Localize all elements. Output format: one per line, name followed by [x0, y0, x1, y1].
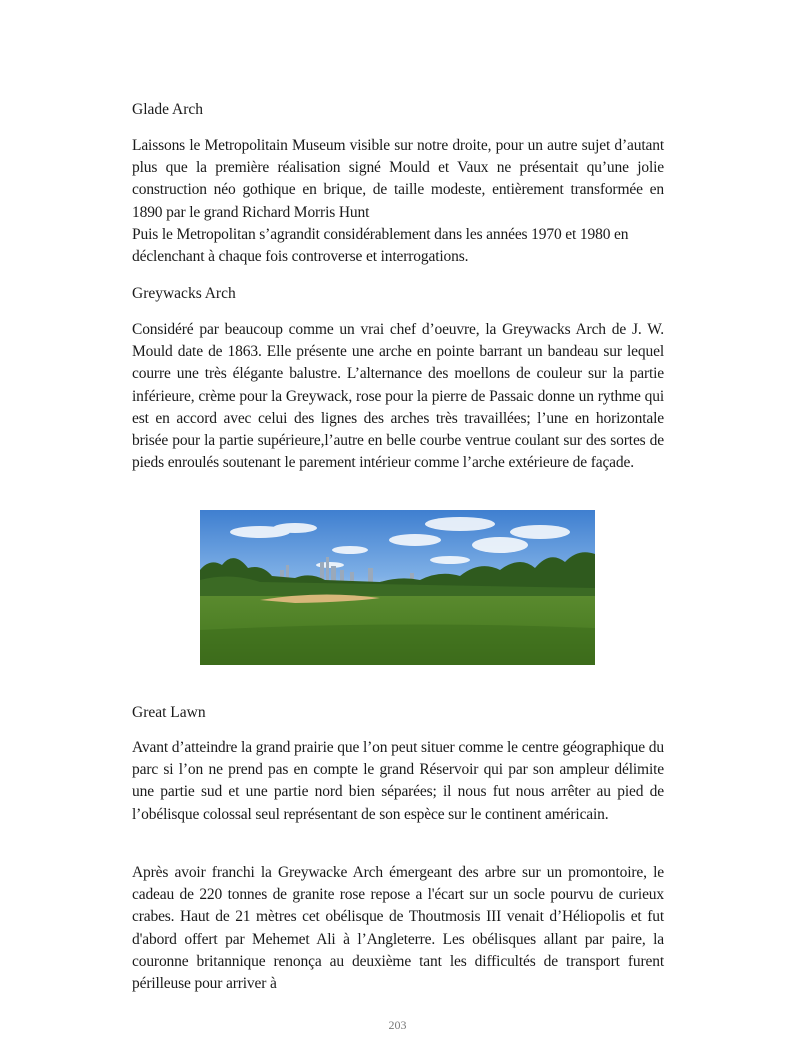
paragraph-glade-arch-2: Puis le Metropolitan s’agrandit considérablement dans les années 1970 et 1980 en déclenchant à chaque fois controverse et interrogations. — [132, 226, 629, 266]
paragraph-great-lawn-1: Avant d’atteindre la grand prairie que l’on peut situer comme le centre géographique du parc si l’on ne prend pas en compte le grand Réservoir qui par son ampleur délimite une partie sud et une partie nord bien séparées; il nous fut nous arrêter au pied de l’obélisque colossal seul représentant de son espèce sur le continent américain. — [132, 739, 664, 823]
paragraph-greywacks-arch: Considéré par beaucoup comme un vrai chef d’oeuvre, la Greywacks Arch de J. W. Mould date de 1863. Elle présente une arche en pointe barrant un bandeau sur lequel courre une très élégante balustre. L’alternance des moellons de couleur sur la partie inférieure, crème pour la Greywack, rose pour la pierre de Passaic donne un rythme qui est en accord avec celui des lignes des arches très travaillées; l’une en horizontale brisée pour la partie supérieure,l’autre en belle courbe ventrue coulant sur des sortes de pieds enroulés soutenant le parement intérieur comme l’arche extérieure de façade. — [132, 321, 664, 472]
page-number: 203 — [388, 1018, 407, 1032]
paragraph-great-lawn-2: Après avoir franchi la Greywacke Arch émergeant des arbre sur un promontoire, le cadeau de 220 tonnes de granite rose repose a l'écart sur un socle pourvu de curieux crabes. Haut de 21 mètres cet obélisque de Thoutmosis III venait d’Héliopolis et fut d'abord offert par Mehemet Ali à l’Angleterre. Les obélisques allant par paire, la couronne britannique renonça au deuxième tant les difficultés de transport furent périlleuse pour arriver à — [132, 864, 664, 993]
great-lawn-panorama-photo — [200, 510, 595, 665]
section-heading-glade-arch: Glade Arch — [132, 101, 204, 118]
section-heading-great-lawn: Great Lawn — [132, 704, 206, 721]
paragraph-glade-arch-1: Laissons le Metropolitain Museum visible sur notre droite, pour un autre sujet d’autant plus que la première réalisation signé Mould et Vaux ne présentait qu’une jolie construction néo gothique en brique, de taille modeste, entièrement transformée en 1890 par le grand Richard Morris Hunt — [132, 137, 664, 221]
section-heading-greywacks-arch: Greywacks Arch — [132, 285, 236, 302]
